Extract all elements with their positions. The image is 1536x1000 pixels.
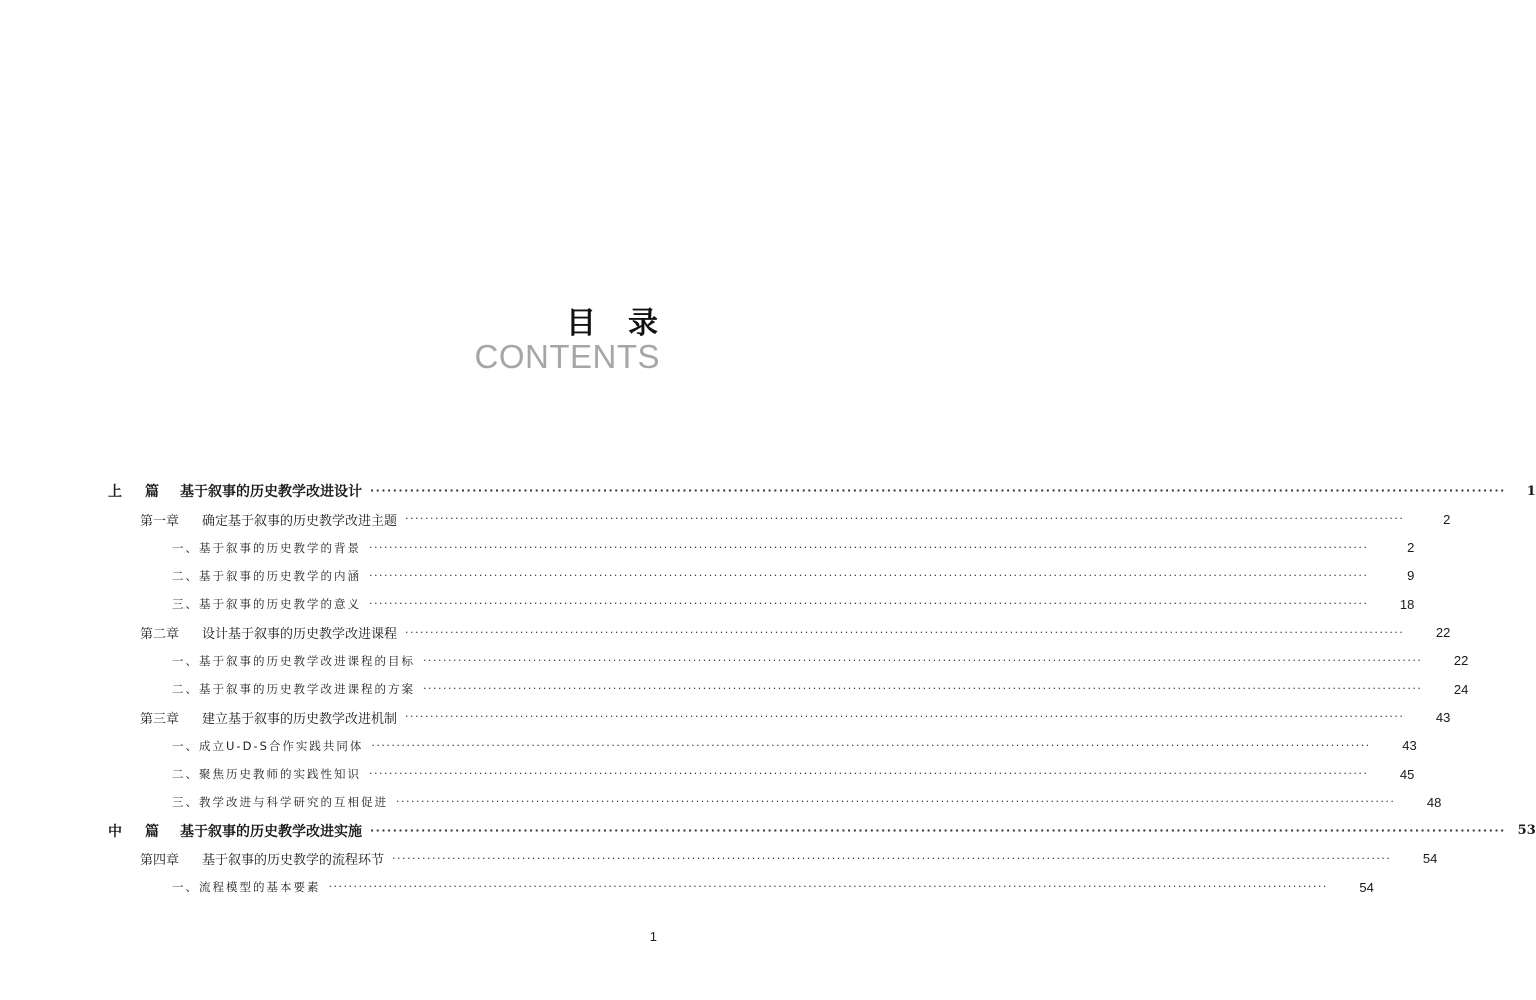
chapter-number: 第一章	[140, 513, 180, 529]
toc-page-number: 43	[1402, 738, 1417, 754]
part-title: 基于叙事的历史教学改进设计	[180, 484, 362, 500]
chapter-number: 第二章	[140, 627, 180, 642]
leader-dots: ········································································································································································································	[392, 851, 1392, 865]
section-title: 二、基于叙事的历史教学的内涵	[172, 568, 361, 583]
leader-dots: ········································································································································································································	[370, 823, 1506, 837]
leader-dots: ········································································································································································································	[423, 682, 1423, 696]
toc-entry-chapter[interactable]	[0, 506, 1451, 532]
section-title: 一、流程模型的基本要素	[172, 880, 321, 895]
toc-entry-label	[0, 540, 361, 556]
toc-entry-label	[0, 568, 361, 584]
toc-entry-label	[0, 681, 415, 697]
toc-entry-section[interactable]	[0, 676, 1469, 702]
section-title: 一、基于叙事的历史教学的背景	[172, 540, 361, 555]
section-title: 二、聚焦历史教师的实践性知识	[172, 767, 361, 781]
toc-page-number: 54	[1422, 851, 1438, 867]
part-number: 中	[108, 823, 122, 840]
toc-entry-section[interactable]	[0, 789, 1442, 815]
chapter-title: 设计基于叙事的历史教学改进课程	[202, 627, 398, 642]
page-number: 1	[649, 929, 657, 944]
toc-entry-chapter[interactable]	[0, 846, 1438, 872]
toc-page-number: 2	[1443, 511, 1451, 527]
part-number: 上	[108, 484, 122, 500]
toc-entry-label	[0, 766, 361, 782]
toc-entry-label	[0, 653, 415, 669]
toc-page-number: 22	[1453, 653, 1469, 669]
leader-dots: ········································································································································································································	[370, 484, 1506, 497]
toc-entry-section[interactable]	[0, 535, 1415, 561]
toc-page-number: 53	[1517, 823, 1536, 839]
leader-dots: ········································································································································································································	[369, 568, 1369, 582]
toc-entry-chapter[interactable]	[0, 704, 1451, 730]
toc-entry-section[interactable]	[0, 874, 1374, 900]
leader-dots: ········································································································································································································	[405, 710, 1405, 724]
toc-page-number: 1	[1526, 483, 1536, 499]
toc-page-number: 22	[1435, 625, 1451, 640]
leader-dots: ········································································································································································································	[371, 738, 1371, 752]
toc-entry-label	[0, 623, 397, 642]
toc-entry-section[interactable]	[0, 563, 1415, 589]
toc-entry-section[interactable]	[0, 648, 1469, 674]
toc-page-number: 48	[1426, 794, 1442, 810]
chapter-title: 基于叙事的历史教学的流程环节	[202, 853, 385, 869]
toc-page-number: 2	[1407, 540, 1415, 556]
chapter-number: 第四章	[140, 853, 180, 869]
toc-page-number: 43	[1435, 709, 1451, 725]
part-title: 基于叙事的历史教学改进实施	[180, 823, 362, 840]
toc-entry-label	[0, 708, 397, 727]
leader-dots: ········································································································································································································	[405, 512, 1405, 526]
leader-dots: ········································································································································································································	[369, 597, 1369, 611]
toc-title-chinese	[566, 298, 658, 342]
toc-entry-label	[0, 481, 362, 501]
section-title: 二、基于叙事的历史教学改进课程的方案	[172, 682, 415, 697]
toc-entry-label	[0, 879, 321, 895]
toc-page-number: 45	[1399, 766, 1415, 782]
chapter-title: 建立基于叙事的历史教学改进机制	[202, 711, 398, 727]
toc-entry-label	[0, 596, 361, 612]
section-title: 三、基于叙事的历史教学的意义	[172, 597, 361, 612]
toc-entry-label	[0, 738, 363, 754]
section-title: 三、教学改进与科学研究的互相促进	[172, 795, 388, 810]
toc-page-number: 18	[1399, 596, 1415, 612]
toc-title-char-2: 录	[628, 306, 658, 341]
toc-entry-part[interactable]	[0, 818, 1536, 844]
toc-page-number: 24	[1453, 681, 1469, 697]
leader-dots: ········································································································································································································	[405, 625, 1405, 639]
leader-dots: ········································································································································································································	[369, 767, 1369, 780]
toc-entry-section[interactable]	[0, 733, 1417, 759]
toc-entry-section[interactable]	[0, 761, 1415, 787]
toc-title-english: CONTENTS	[474, 338, 660, 375]
toc-entry-label	[0, 821, 362, 841]
toc-entry-label	[0, 794, 388, 810]
leader-dots: ········································································································································································································	[328, 880, 1328, 894]
toc-entry-part[interactable]	[0, 478, 1536, 504]
toc-page-number: 54	[1359, 879, 1374, 895]
part-word: 篇	[145, 823, 159, 840]
chapter-number: 第三章	[140, 711, 180, 727]
toc-entry-section[interactable]	[0, 591, 1415, 617]
part-word: 篇	[145, 484, 159, 500]
section-title: 一、成立U-D-S合作实践共同体	[172, 738, 364, 753]
leader-dots: ········································································································································································································	[396, 795, 1396, 809]
toc-title-char-1: 目	[566, 306, 596, 341]
toc-entry-chapter[interactable]	[0, 620, 1451, 646]
chapter-title: 确定基于叙事的历史教学改进主题	[202, 513, 398, 529]
section-title: 一、基于叙事的历史教学改进课程的目标	[172, 653, 415, 668]
leader-dots: ········································································································································································································	[423, 653, 1423, 667]
toc-page-number: 9	[1407, 568, 1415, 584]
toc-entry-label	[0, 849, 384, 868]
toc-entry-label	[0, 510, 397, 529]
leader-dots: ········································································································································································································	[369, 540, 1369, 554]
